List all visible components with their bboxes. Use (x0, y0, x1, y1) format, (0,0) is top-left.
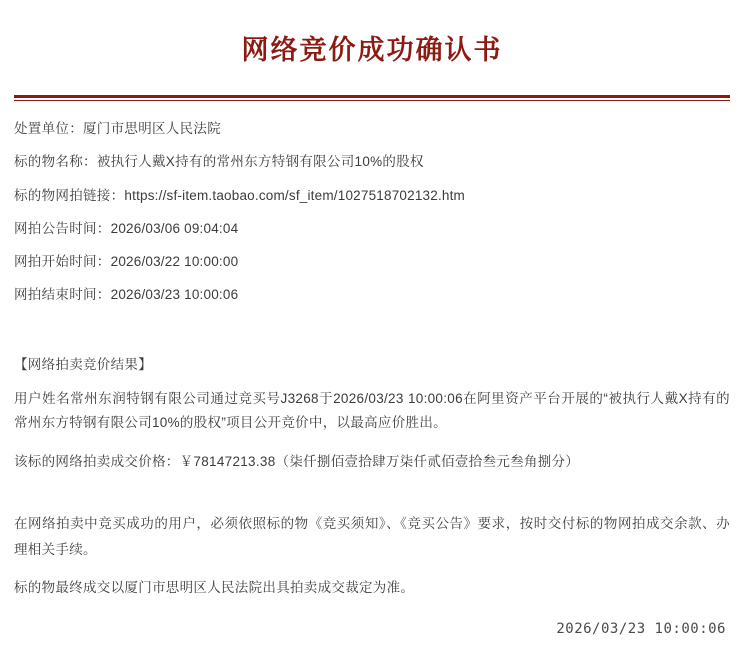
field-value: 2026/03/22 10:00:00 (110, 254, 239, 269)
field-value: 2026/03/23 10:00:06 (110, 287, 239, 303)
footer-timestamp: 2026/03/23 10:00:06 (556, 621, 726, 637)
field-value: 厦门市思明区人民法院 (83, 121, 221, 136)
document-body (0, 119, 744, 600)
page-title: 网络竞价成功确认书 (241, 35, 503, 65)
bid-result-paragraph: 用户姓名常州东润特钢有限公司通过竞买号J3268于2026/03/23 10:00:06在阿里资产平台开展的“被执行人戴X持有的常州东方特钢有限公司10%的股权”项目公开竞价中，以最高应价胜出。 (14, 390, 730, 431)
field-announce-time (14, 219, 730, 239)
field-disposal-unit (14, 119, 730, 139)
field-label: 网拍结束时间： (14, 287, 111, 303)
field-end-time (14, 285, 730, 305)
field-value: 2026/03/06 09:04:04 (110, 220, 239, 236)
field-value-link[interactable]: https://sf-item.taobao.com/sf_item/1027518702132.htm (124, 187, 465, 203)
field-label: 网拍开始时间： (14, 254, 111, 269)
spacer (14, 485, 730, 511)
field-label: 标的物网拍链接： (14, 187, 125, 203)
field-label: 处置单位： (14, 121, 83, 136)
field-start-time (14, 252, 730, 272)
section-heading-bid-result: 【网络拍卖竞价结果】 (14, 356, 152, 372)
field-item-name (14, 152, 730, 172)
final-paragraph: 标的物最终成交以厦门市思明区人民法院出具拍卖成交裁定为准。 (14, 579, 415, 595)
field-item-link (14, 186, 730, 206)
final-price-line: 该标的网络拍卖成交价格：￥78147213.38（柒仟捌佰壹拾肆万柒仟贰佰壹拾叁元叁角捌分） (14, 454, 580, 470)
spacer (14, 319, 730, 353)
notice-paragraph: 在网络拍卖中竞买成功的用户，必须依照标的物《竞买须知》、《竞买公告》要求，按时交付标的物网拍成交余款、办理相关手续。 (14, 516, 730, 558)
divider-thin (14, 100, 730, 101)
field-label: 标的物名称： (14, 154, 97, 170)
field-label: 网拍公告时间： (14, 220, 111, 236)
divider-thick (14, 95, 730, 98)
title-divider (14, 95, 730, 101)
field-value: 被执行人戴X持有的常州东方特钢有限公司10%的股权 (96, 154, 424, 170)
